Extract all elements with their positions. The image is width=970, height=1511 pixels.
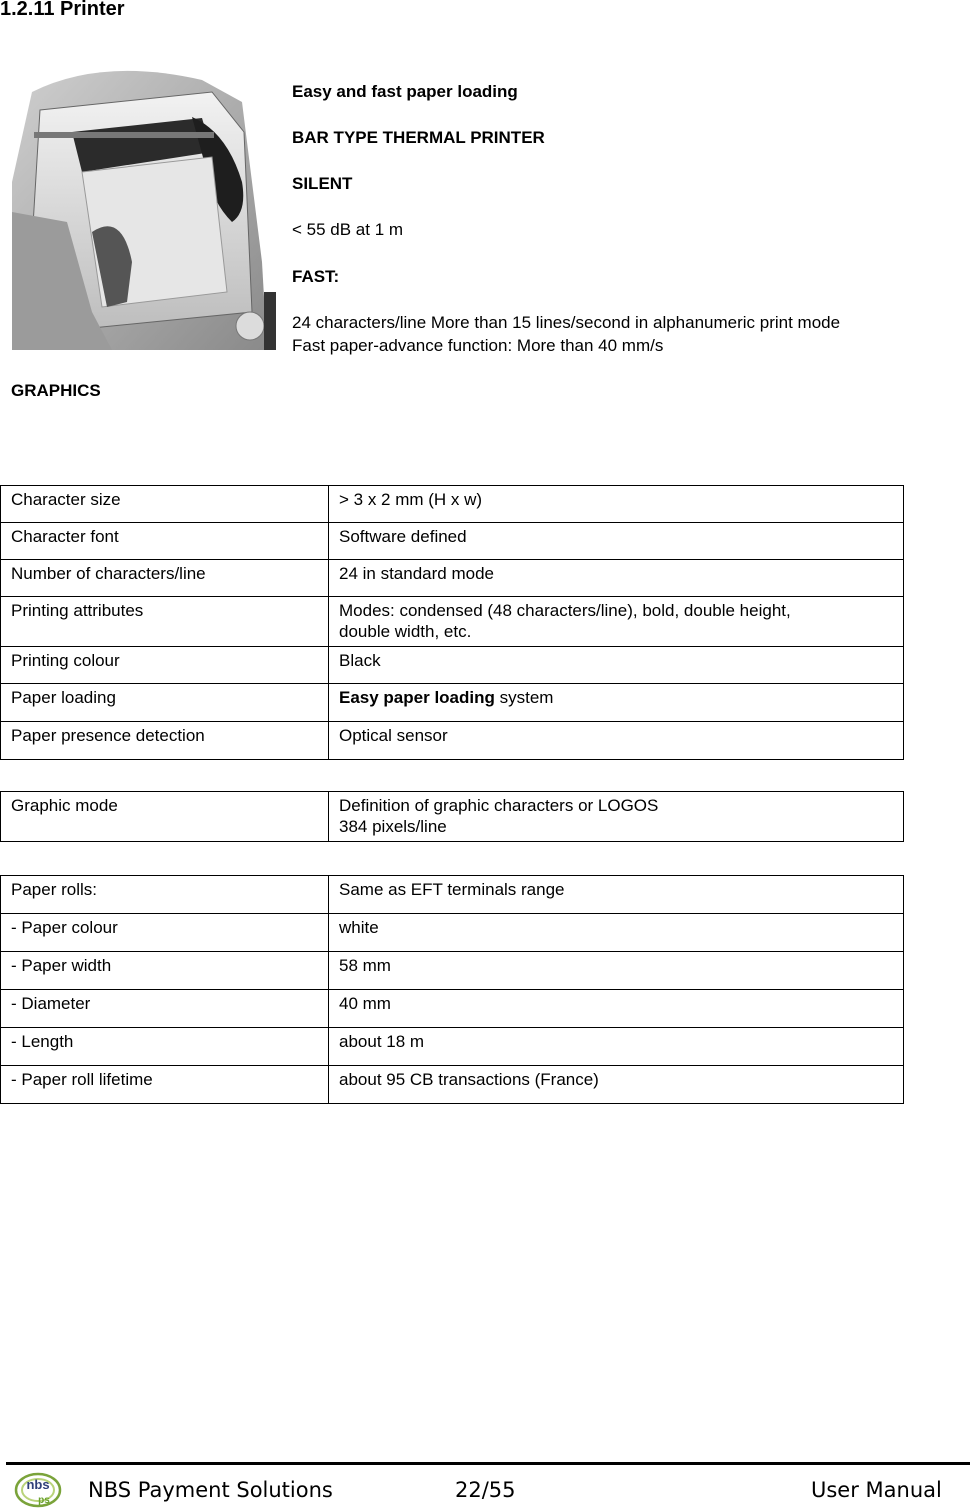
spec-value: about 95 CB transactions (France) — [329, 1066, 904, 1104]
graphics-heading: GRAPHICS — [11, 381, 101, 400]
feature-print-speed: 24 characters/line More than 15 lines/second in alphanumeric print mode — [292, 313, 841, 332]
feature-paper-advance: Fast paper-advance function: More than 40 mm/s — [292, 336, 664, 355]
spec-key: Paper rolls: — [1, 876, 329, 914]
table-row — [1, 792, 904, 842]
spec-key: - Paper colour — [1, 914, 329, 952]
table-row — [1, 597, 904, 647]
logo-text-bottom: ps — [38, 1495, 50, 1506]
spec-value — [329, 597, 904, 647]
table-row — [1, 560, 904, 597]
spec-key: Graphic mode — [1, 792, 329, 842]
spec-key: Character size — [1, 486, 329, 523]
spec-key: - Paper roll lifetime — [1, 1066, 329, 1104]
spec-value: Black — [329, 647, 904, 684]
spec-value: 40 mm — [329, 990, 904, 1028]
footer-document-title: User Manual — [811, 1478, 942, 1502]
spec-key: Number of characters/line — [1, 560, 329, 597]
table-row — [1, 952, 904, 990]
table-row — [1, 1028, 904, 1066]
spec-value-line: Modes: condensed (48 characters/line), bold, double height, — [339, 601, 791, 620]
spec-key: - Length — [1, 1028, 329, 1066]
table-row — [1, 647, 904, 684]
feature-fast: FAST: — [292, 267, 340, 286]
table-row — [1, 684, 904, 722]
spec-value-line: double width, etc. — [339, 622, 472, 641]
spec-value: Software defined — [329, 523, 904, 560]
table-row — [1, 1066, 904, 1104]
spec-key: Paper loading — [1, 684, 329, 722]
section-heading: 1.2.11 Printer — [0, 0, 125, 20]
table-row — [1, 876, 904, 914]
table-row — [1, 914, 904, 952]
feature-noise-level: < 55 dB at 1 m — [292, 220, 404, 239]
spec-value — [329, 792, 904, 842]
spec-value: Optical sensor — [329, 722, 904, 760]
logo-text-top: nbs — [26, 1477, 50, 1492]
footer-divider — [6, 1462, 970, 1465]
spec-key: - Diameter — [1, 990, 329, 1028]
table-row — [1, 722, 904, 760]
spec-key: - Paper width — [1, 952, 329, 990]
feature-silent: SILENT — [292, 174, 353, 193]
table-row — [1, 990, 904, 1028]
spec-key: Paper presence detection — [1, 722, 329, 760]
spec-value: Same as EFT terminals range — [329, 876, 904, 914]
spec-value-line: Definition of graphic characters or LOGOS — [339, 796, 659, 815]
spec-value: about 18 m — [329, 1028, 904, 1066]
spec-value — [329, 684, 904, 722]
nbs-logo-icon — [14, 1472, 62, 1508]
spec-value-rest: system — [494, 688, 554, 707]
spec-key: Printing colour — [1, 647, 329, 684]
table-row — [1, 523, 904, 560]
spec-value: white — [329, 914, 904, 952]
spec-key: Character font — [1, 523, 329, 560]
spec-value-line: 384 pixels/line — [339, 817, 447, 836]
spec-table-graphics — [0, 791, 904, 842]
spec-value: 58 mm — [329, 952, 904, 990]
feature-printer-type: BAR TYPE THERMAL PRINTER — [292, 128, 545, 147]
spec-key: Printing attributes — [1, 597, 329, 647]
footer-page-number: 22/55 — [455, 1478, 516, 1502]
spec-table-paper — [0, 875, 904, 1104]
table-row — [1, 486, 904, 523]
spec-value: 24 in standard mode — [329, 560, 904, 597]
thermal-printer-photo — [12, 62, 276, 350]
feature-easy-loading: Easy and fast paper loading — [292, 82, 518, 101]
footer-company: NBS Payment Solutions — [88, 1478, 333, 1502]
spec-table-characters — [0, 485, 904, 760]
spec-value-bold: Easy paper loading — [339, 688, 495, 707]
spec-value: > 3 x 2 mm (H x w) — [329, 486, 904, 523]
